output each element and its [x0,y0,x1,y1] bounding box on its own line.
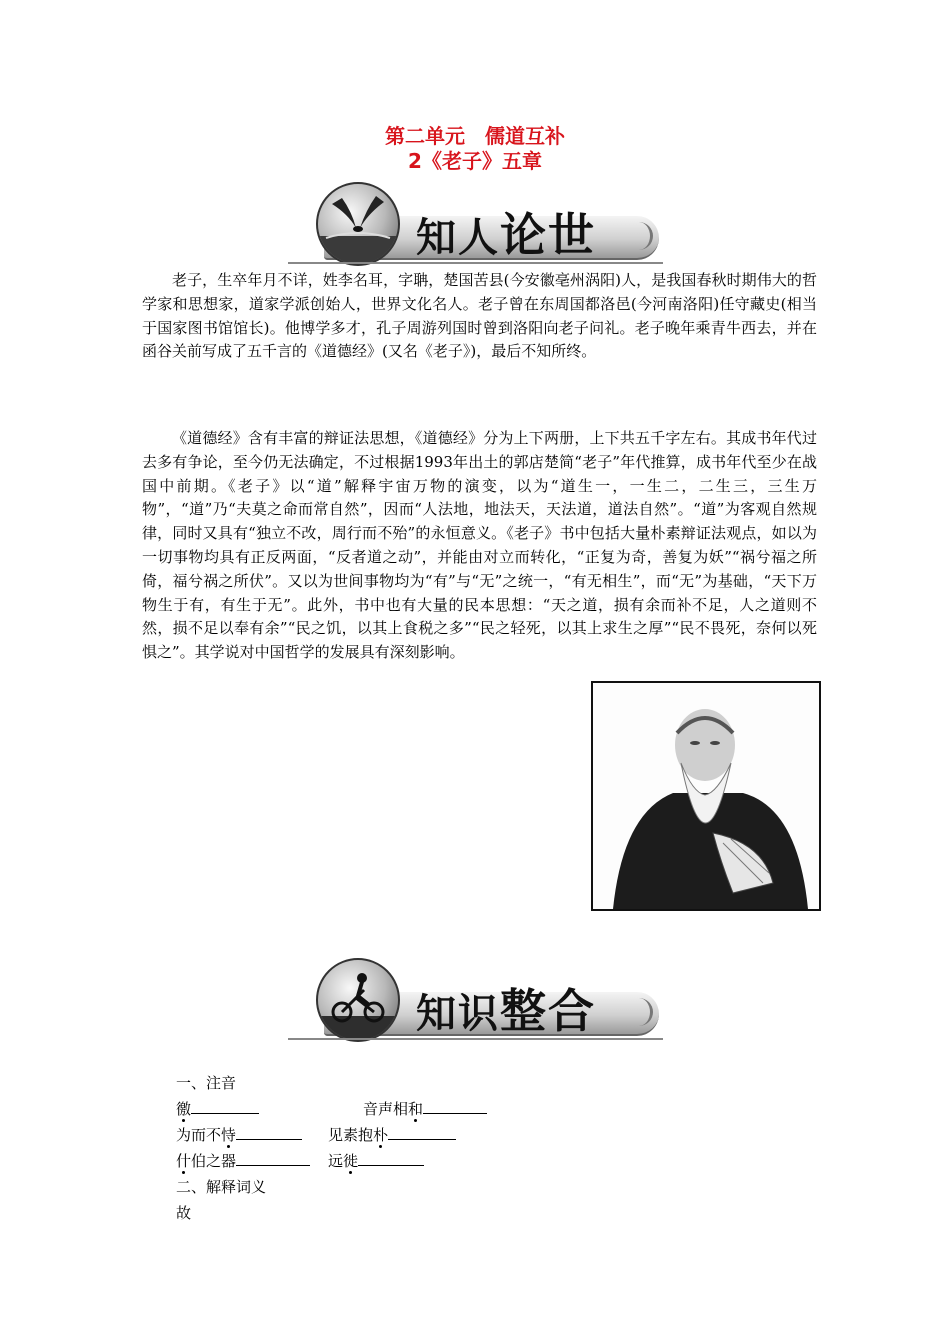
exercise-item-6 [328,1150,424,1172]
exercise-item-4 [328,1124,456,1146]
item-dotted-char: 朴 [373,1126,389,1144]
answer-blank[interactable] [191,1099,259,1114]
intro-paragraph-1: 老子，生卒年月不详，姓李名耳，字聃，楚国苦县(今安徽亳州涡阳)人，是我国春秋时期伟大的哲学家和思想家，道家学派创始人，世界文化名人。老子曾在东周国都洛邑(今河南洛阳)任守藏史(相当于国家图书馆馆长)。他博学多才，孔子周游列国时曾到洛阳向老子问礼。老子晚年乘青牛西去，并在函谷关前写成了五千言的《道德经》(又名《老子》)，最后不知所终。 [142,271,817,361]
exercise-item-5 [176,1150,310,1172]
item-dotted-char: 徼 [176,1100,192,1118]
banner-label-b: 论世 [500,208,596,262]
item-dotted-char: 恃 [221,1126,237,1144]
item-dotted-char: 和 [408,1100,424,1118]
banner-label-b: 整合 [500,984,596,1038]
exercise-block [176,1072,776,1222]
answer-blank[interactable] [423,1099,487,1114]
exercise-heading-definitions: 二、解释词义 [176,1178,267,1196]
item-dotted-char: 徙 [343,1152,359,1170]
banner-label [416,986,596,1039]
exercise-heading-pinyin: 一、注音 [176,1074,237,1092]
banner-label [416,210,596,263]
answer-blank[interactable] [358,1151,424,1166]
intro-paragraph-2: 《道德经》含有丰富的辩证法思想，《道德经》分为上下两册，上下共五千字左右。其成书年代过去多有争论，至今仍无法确定，不过根据1993年出土的郭店楚简“老子”年代推算，成书年代至少在战国中前期。《老子》以“道”解释宇宙万物的演变，以为“道生一，一生二，二生三，三生万物”，“道”乃“夫莫之命而常自然”，因而“人法地，地法天，天法道，道法自然”。“道”为客观自然规律，同时又具有“独立不改，周行而不殆”的永恒意义。《老子》书中包括大量朴素辩证法观点，如以为一切事物均具有正反两面，“反者道之动”，并能由对立而转化，“正复为奇，善复为妖”“祸兮福之所倚，福兮祸之所伏”。又以为世间事物均为“有”与“无”之统一，“有无相生”，而“无”为基础，“天下万物生于有，有生于无”。此外，书中也有大量的民本思想：“天之道，损有余而补不足，人之道则不然，损不足以奉有余”“民之饥，以其上食税之多”“民之轻死，以其上求生之厚”“民不畏死，奈何以死惧之”。其学说对中国哲学的发展具有深刻影响。 [142,429,817,662]
unit-title: 第二单元 儒道互补 [385,124,565,148]
exercise-item-1 [176,1098,259,1120]
item-text-pre: 见素抱 [328,1126,374,1144]
answer-blank[interactable] [388,1125,456,1140]
section-banner-intro [288,182,663,268]
exercise-item-3 [176,1124,302,1146]
section-banner-knowledge [288,958,663,1044]
item-dotted-char: 什 [176,1152,192,1170]
answer-blank[interactable] [236,1125,302,1140]
flying-bird-icon [316,182,400,266]
item-text-pre: 远 [328,1152,344,1170]
exercise-item-2 [363,1098,487,1120]
item-text-post: 伯之器 [191,1152,237,1170]
cyclist-icon [316,958,400,1042]
exercise-word-1: 故 [176,1204,192,1222]
laozi-portrait-icon [591,681,821,911]
banner-label-a: 知人 [416,214,500,261]
answer-blank[interactable] [236,1151,310,1166]
item-text-pre: 音声相 [363,1100,409,1118]
item-text-pre: 为而不 [176,1126,222,1144]
chapter-title: 2《老子》五章 [408,149,542,173]
banner-label-a: 知识 [416,990,500,1037]
